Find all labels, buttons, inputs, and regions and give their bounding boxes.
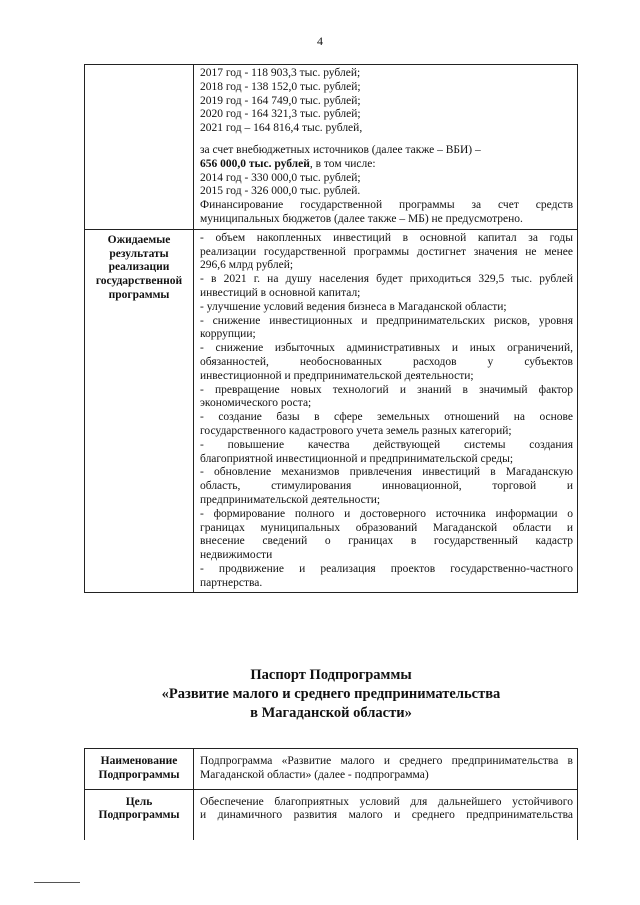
mb-line-2: муниципальных бюджетов (далее также – МБ) не предусмотрено.: [200, 212, 523, 225]
result-line: - создание базы в сфере земельных отношений на основе: [200, 411, 573, 424]
vbi-intro: за счет внебюджетных источников (далее также – ВБИ) –: [200, 143, 481, 156]
label-line: Подпрограммы: [98, 809, 180, 822]
year-line-2021: 2021 год – 164 816,4 тыс. рублей,: [200, 122, 363, 135]
result-line: благоприятной инвестиционной и предпринимательской среды;: [200, 452, 514, 465]
result-line: - повышение качества действующей системы создания: [200, 438, 573, 451]
expected-results-cell: [194, 229, 578, 593]
table-row-goal: [85, 789, 578, 840]
label-line: Цель: [125, 795, 153, 808]
goal-line-2: и динамичного развития малого и среднего предпринимательства: [200, 809, 573, 822]
result-line: недвижимости: [200, 549, 273, 562]
result-line: коррупции;: [200, 328, 256, 341]
result-line: - формирование полного и достоверного источника информации о: [200, 507, 573, 520]
result-line: - превращение новых технологий и знаний в значимый фактор: [200, 383, 573, 396]
mb-line-1: Финансирование государственной программы за счет средств: [200, 199, 573, 212]
financing-cell: [194, 65, 578, 230]
table-row-expected-results: [85, 229, 578, 593]
heading-line-2: «Развитие малого и среднего предпринимательства: [161, 686, 501, 702]
label-line: программы: [108, 288, 170, 301]
result-line: предпринимательской деятельности;: [200, 493, 381, 506]
label-line: реализации: [108, 261, 170, 274]
result-line: - обновление механизмов привлечения инвестиций в Магаданскую: [200, 466, 573, 479]
footer-rule: [34, 882, 80, 883]
vbi-amount: 656 000,0 тыс. рублей: [200, 157, 310, 170]
table-row-financing: [85, 65, 578, 230]
goal-cell: [194, 789, 578, 840]
heading-line-3: в Магаданской области»: [250, 705, 412, 721]
table-row-name: [85, 749, 578, 790]
result-line: экономического роста;: [200, 397, 312, 410]
result-line: реализации государственной программы достигнет значения не менее: [200, 245, 573, 258]
result-line: - снижение инвестиционных и предпринимательских рисков, уровня: [200, 314, 573, 327]
label-line: Подпрограммы: [98, 768, 180, 781]
program-passport-table: [84, 64, 578, 593]
name-line-1: Подпрограмма «Развитие малого и среднего предпринимательства в: [200, 755, 573, 767]
result-line: - в 2021 г. на душу населения будет приходиться 329,5 тыс. рублей: [200, 273, 573, 286]
label-line: Наименование: [100, 755, 178, 767]
label-line: государственной: [95, 275, 183, 288]
year-line-2020: 2020 год - 164 321,3 тыс. рублей;: [200, 108, 361, 121]
goal-label: [85, 789, 194, 840]
result-line: - улучшение условий ведения бизнеса в Магаданской области;: [200, 300, 507, 313]
name-line-2: Магаданской области» (далее - подпрограмма): [200, 768, 429, 781]
result-line: 296,6 млрд рублей;: [200, 259, 294, 272]
result-line: - продвижение и реализация проектов государственно-частного: [200, 562, 573, 575]
result-line: государственного кадастрового учета земель разных категорий;: [200, 424, 512, 437]
vbi-amount-line: [200, 158, 573, 172]
label-line: результаты: [109, 247, 169, 260]
heading-line-1: Паспорт Подпрограммы: [250, 667, 412, 683]
row-label-empty: [85, 65, 194, 230]
result-line: партнерства.: [200, 576, 263, 589]
result-line: - снижение избыточных административных и иных ограничений,: [200, 342, 573, 355]
page-number: 4: [317, 34, 323, 48]
goal-line-1: Обеспечение благоприятных условий для дальнейшего устойчивого: [200, 795, 573, 808]
year-line-2019: 2019 год - 164 749,0 тыс. рублей;: [200, 94, 361, 107]
result-line: границах муниципальных образований Магаданской области и: [200, 521, 573, 534]
label-line: Ожидаемые: [107, 233, 171, 246]
name-cell: [194, 749, 578, 790]
result-line: инвестиций в основной капитал;: [200, 286, 361, 299]
result-line: инвестиционной и предпринимательской деятельности;: [200, 369, 474, 382]
name-label: [85, 749, 194, 790]
year-line-2018: 2018 год - 138 152,0 тыс. рублей;: [200, 80, 361, 93]
vbi-line-2014: 2014 год - 330 000,0 тыс. рублей;: [200, 171, 361, 184]
result-line: - объем накопленных инвестиций в основной капитал за годы: [200, 231, 573, 244]
result-line: обязанностей, необоснованных расходов у субъектов: [200, 355, 573, 368]
year-line-2017: 2017 год - 118 903,3 тыс. рублей;: [200, 67, 361, 79]
subprogram-passport-heading: [84, 666, 578, 723]
vbi-line-2015: 2015 год - 326 000,0 тыс. рублей.: [200, 185, 361, 198]
subprogram-passport-table: [84, 748, 578, 840]
expected-results-label: [85, 229, 194, 593]
result-line: внесение сведений о границах в государственный кадастр: [200, 535, 573, 548]
result-line: область, стимулирования инновационной, торговой и: [200, 480, 573, 493]
vbi-amount-tail: , в том числе:: [309, 157, 376, 170]
spacer: [200, 136, 573, 144]
